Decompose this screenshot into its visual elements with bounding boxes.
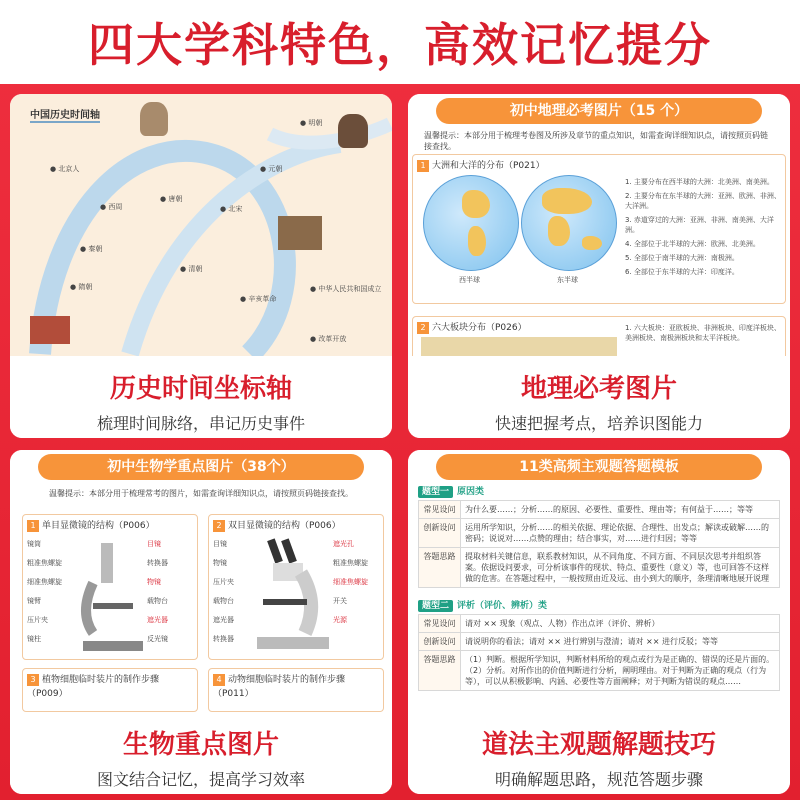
timeline-event: ● 清朝 bbox=[180, 265, 203, 273]
animal-cell-section: 4 动物细胞临时装片的制作步骤（P011） bbox=[208, 668, 384, 712]
type-tag-1: 题型一 原因类 bbox=[418, 484, 484, 498]
microscope-label: 反光镜 bbox=[147, 635, 168, 643]
continent-fact: 5. 全部位于南半球的大洲：南极洲。 bbox=[625, 254, 739, 262]
eastern-hemisphere-globe bbox=[521, 175, 617, 271]
hint-text: 温馨提示：本部分用于梳理考卷图及所涉及章节的重点知识，如需查询详细知识点，请按照页码链接查找。 bbox=[424, 131, 768, 151]
plates-map bbox=[421, 337, 617, 356]
biology-image bbox=[10, 450, 392, 712]
section-header: 初中生物学重点图片（38个） bbox=[38, 454, 364, 480]
template-table-1 bbox=[418, 500, 780, 588]
globe-label: 东半球 bbox=[557, 276, 578, 284]
timeline-event: ● 北京人 bbox=[50, 165, 80, 173]
biology-card[interactable] bbox=[10, 450, 392, 794]
timeline-event: ● 北宋 bbox=[220, 205, 243, 213]
card-title: 道法主观题解题技巧 bbox=[481, 730, 716, 760]
section-title: 双目显微镜的结构（P006） bbox=[228, 521, 341, 531]
timeline-event: ● 秦朝 bbox=[80, 245, 103, 253]
continent-fact: 1. 主要分布在西半球的大洲：北美洲、南美洲。 bbox=[625, 178, 774, 186]
microscope-label: 开关 bbox=[333, 597, 347, 605]
timeline-event: ● 元朝 bbox=[260, 165, 283, 173]
portrait-image bbox=[140, 102, 168, 136]
timeline-event: ● 改革开放 bbox=[310, 335, 347, 343]
mono-microscope-drawing bbox=[23, 533, 199, 659]
continent-fact: 3. 赤道穿过的大洲：亚洲、非洲、南美洲、大洋洲。 bbox=[625, 216, 774, 234]
section-title: 动物细胞临时装片的制作步骤（P011） bbox=[213, 675, 346, 699]
politics-image bbox=[408, 450, 790, 712]
painting-image bbox=[30, 316, 70, 344]
microscope-label: 物镜 bbox=[147, 578, 161, 586]
timeline-event: ● 隋朝 bbox=[70, 283, 93, 291]
card-subtitle: 图文结合记忆，提高学习效率 bbox=[96, 770, 305, 789]
plant-cell-section: 3 植物细胞临时装片的制作步骤（P009） bbox=[22, 668, 198, 712]
microscope-label: 细准焦螺旋 bbox=[333, 578, 368, 586]
portrait-image bbox=[338, 114, 368, 148]
microscope-label: 物镜 bbox=[213, 559, 227, 567]
microscope-label: 遮光器 bbox=[147, 616, 168, 624]
table-row: 常见设问 为什么要……；分析……的原因、必要性、重要性、理由等；有何益于……；等等 bbox=[419, 501, 780, 519]
continent-fact: 4. 全部位于北半球的大洲：欧洲、北美洲。 bbox=[625, 240, 760, 248]
microscope-label: 光源 bbox=[333, 616, 347, 624]
continent-fact: 2. 主要分布在东半球的大洲：亚洲、欧洲、非洲、大洋洲。 bbox=[625, 192, 781, 210]
microscope-label: 粗准焦螺旋 bbox=[27, 559, 62, 567]
bino-microscope-section: 2 双目显微镜的结构（P006） 目镜 物镜 压片夹 载物台 遮光器 转换器 遮光孔 粗准焦螺旋 细准焦螺旋 开关 光源 bbox=[208, 514, 384, 660]
section-title: 植物细胞临时装片的制作步骤（P009） bbox=[27, 675, 160, 699]
plates-text: 1. 六大板块：亚欧板块、非洲板块、印度洋板块、美洲板块、南极洲板块和太平洋板块。 bbox=[625, 324, 781, 342]
timeline-event: ● 唐朝 bbox=[160, 195, 183, 203]
microscope-label: 目镜 bbox=[147, 540, 161, 548]
geography-caption bbox=[408, 356, 790, 438]
timeline-event: ● 西周 bbox=[100, 203, 123, 211]
table-row: 答题思路 提取材料关键信息，联系教材知识，从不同角度、不同方面、不同层次思考并组织答案。依据设问要求，可分析该事件的现状、特点、重要性（意义）等，也可回答不这样做的危害。在答题过程中，一般按照由近及远、由小到大的顺序，条理清晰地展开说理 bbox=[419, 548, 780, 588]
timeline-label: 中国历史时间轴 bbox=[30, 106, 100, 123]
microscope-label: 镜筒 bbox=[27, 540, 41, 548]
card-title: 生物重点图片 bbox=[122, 730, 279, 760]
geography-card[interactable] bbox=[408, 94, 790, 438]
microscope-label: 遮光孔 bbox=[333, 540, 354, 548]
section-header: 11类高频主观题答题模板 bbox=[436, 454, 762, 480]
history-card[interactable] bbox=[10, 94, 392, 438]
card-title: 历史时间坐标轴 bbox=[109, 374, 292, 404]
painting-image bbox=[278, 216, 322, 250]
microscope-label: 镜臂 bbox=[27, 597, 41, 605]
hint-text: 温馨提示：本部分用于梳理常考的图片，如需查询详细知识点，请按照页码链接查找。 bbox=[49, 489, 353, 498]
western-hemisphere-globe bbox=[423, 175, 519, 271]
table-row: 答题思路 （1）判断。根据所学知识，判断材料所给的观点或行为是正确的、错误的还是片面的。（2）分析。对所作出的价值判断进行分析，阐明理由。对于判断为正确的观点（行为等），可以从积极影响、内涵、必要性等方面阐释；对于判断为错误的观点…… bbox=[419, 651, 780, 691]
microscope-label: 目镜 bbox=[213, 540, 227, 548]
mono-microscope-section: 1 单目显微镜的结构（P006） 镜筒 粗准焦螺旋 细准焦螺旋 镜臂 压片夹 镜柱 目镜 转换器 物镜 载物台 遮光器 反光镜 bbox=[22, 514, 198, 660]
microscope-label: 遮光器 bbox=[213, 616, 234, 624]
globe-label: 西半球 bbox=[459, 276, 480, 284]
card-title: 地理必考图片 bbox=[520, 374, 677, 404]
section-title: 六大板块分布（P026） bbox=[432, 323, 527, 333]
continents-list bbox=[625, 177, 781, 281]
card-subtitle: 梳理时间脉络，串记历史事件 bbox=[96, 414, 305, 433]
history-caption bbox=[10, 356, 392, 438]
top-banner bbox=[0, 0, 800, 84]
template-table-2 bbox=[418, 614, 780, 691]
microscope-label: 压片夹 bbox=[213, 578, 234, 586]
geography-image bbox=[408, 94, 790, 356]
timeline-event: ● 辛亥革命 bbox=[240, 295, 277, 303]
politics-card[interactable] bbox=[408, 450, 790, 794]
section-title: 大洲和大洋的分布（P021） bbox=[432, 161, 545, 171]
section-title: 单目显微镜的结构（P006） bbox=[42, 521, 155, 531]
bino-microscope-drawing bbox=[209, 533, 385, 659]
biology-caption bbox=[10, 712, 392, 794]
microscope-label: 镜柱 bbox=[27, 635, 41, 643]
microscope-label: 转换器 bbox=[213, 635, 234, 643]
table-row: 创新设问 运用所学知识，分析……的相关依据、理论依据、合理性、出发点；解读或破解……的密码；说说对……点赞的理由；结合事实，对……进行归因；等等 bbox=[419, 519, 780, 548]
continents-section: 1 大洲和大洋的分布（P021） 西半球 东半球 1. 主要分布在西半球的大洲：北美洲、南美洲。 2. 主要分布在东半球的大洲：亚洲、欧洲、非洲、大洋洲。 3. 赤道穿过的大洲：亚洲、非洲、南美洲、大洋洲。 4. 全部位于北半球的大洲：欧洲、北美洲。 5. 全部位于南半球的大洲：南极洲。 6. 全部位于东半球的大洋：印度洋。 bbox=[412, 154, 786, 304]
type-tag-2: 题型二 评析（评价、辨析）类 bbox=[418, 598, 547, 612]
section-header: 初中地理必考图片（15 个） bbox=[436, 98, 762, 124]
table-row: 创新设问 请说明你的看法；请对 ×× 进行辨别与澄清；请对 ×× 进行反驳；等等 bbox=[419, 633, 780, 651]
microscope-label: 转换器 bbox=[147, 559, 168, 567]
microscope-label: 细准焦螺旋 bbox=[27, 578, 62, 586]
microscope-label: 粗准焦螺旋 bbox=[333, 559, 368, 567]
card-subtitle: 快速把握考点，培养识图能力 bbox=[494, 414, 703, 433]
table-row: 常见设问 请对 ×× 现象（观点、人物）作出点评（评价、辨析） bbox=[419, 615, 780, 633]
microscope-label: 压片夹 bbox=[27, 616, 48, 624]
banner-title: 四大学科特色，高效记忆提分 bbox=[88, 18, 712, 72]
microscope-label: 载物台 bbox=[147, 597, 168, 605]
timeline-event: ● 中华人民共和国成立 bbox=[310, 285, 382, 293]
microscope-label: 载物台 bbox=[213, 597, 234, 605]
timeline-event: ● 明朝 bbox=[300, 119, 323, 127]
card-subtitle: 明确解题思路，规范答题步骤 bbox=[494, 770, 703, 789]
history-timeline-image bbox=[10, 94, 392, 356]
politics-caption bbox=[408, 712, 790, 794]
plates-section: 2 六大板块分布（P026） 1. 六大板块：亚欧板块、非洲板块、印度洋板块、美洲板块、南极洲板块和太平洋板块。 bbox=[412, 316, 786, 356]
continent-fact: 6. 全部位于东半球的大洋：印度洋。 bbox=[625, 268, 739, 276]
